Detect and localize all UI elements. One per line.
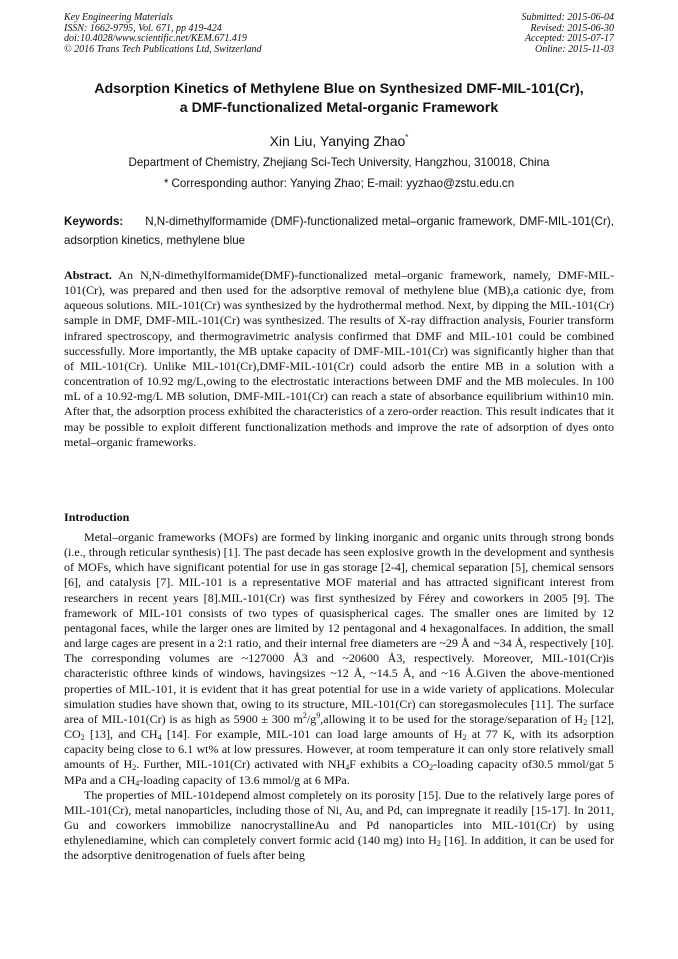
keywords [64,212,614,250]
journal-name: Key Engineering Materials [64,12,173,23]
text-run: ,allowing it to be used for the storage/separation of H [320,711,584,726]
intro-paragraph-2 [64,788,614,864]
text-run: [13], and CH [84,727,158,742]
publication-dates [522,13,615,55]
title-line-2: a DMF-functionalized Metal-organic Framework [179,100,499,116]
introduction-body [64,530,614,863]
intro-paragraph-1 [64,530,614,788]
text-run: /g [306,711,317,726]
corresponding-mark: * [405,133,409,142]
abstract [64,268,614,450]
subscript: 4 [157,733,162,743]
superscript: 9 [316,710,321,720]
keywords-text: N,N-dimethylformamide (DMF)-functionalized metal–organic framework, DMF-MIL-101(Cr), adsorption kinetics, methylene blue [64,215,614,247]
copyright-line: © 2016 Trans Tech Publications Ltd, Switzerland [64,43,262,55]
text-run: The properties of MIL-101depend almost completely on its porosity [15]. Due to the relatively large pores of MIL-101(Cr), metal nanoparticles, including those of Ni, Au, and Pd, can impregnate it readily [15-17]. In 2011, Gu and coworkers immobilize nanocrystallineAu and Pd nanoparticles into MIL-101(Cr) by using ethylenediamine, which can completely convert formic acid (140 mg) into H [64,787,614,848]
text-run: Metal–organic frameworks (MOFs) are formed by linking inorganic and organic units through strong bonds (i.e., through reticular synthesis) [1]. The past decade has seen explosive growth in the development and synthesis of MOFs, which have significant potential for use in gas storage [2-4], chemical separation [5], chemical sensors [6], and catalysis [7]. MIL-101 is a representative MOF material and has attracted significant interest from researchers in recent years [8].MIL-101(Cr) was first synthesized by Férey and coworkers in 2005 [9]. The framework of MIL-101 consists of two types of quasispherical cages. The smaller ones are limited by 12 pentagonal faces, while the larger ones are limited by 12 pentagonal and 4 hexagonalfaces. In addition, the small and large cages are present in a 2:1 ratio, and their internal free diameters are ~29 Å and ~34 Å, respectively [10]. The corresponding volumes are ~127000 Å3 and ~20600 Å3, respectively. Moreover, MIL-101(Cr)is characteristic ofthree kinds of windows, havingsizes ~12 Å, ~14.5 Å, and ~16 Å.Given the above-mentioned properties of MIL-101, it is evident that it has great potential for use in a wide variety of applications. Molecular simulation studies have shown that, owing to its structure, MIL-101(Cr) can storegasmolecules [11]. The surface area of MIL-101(Cr) is as high as 5900 ± 300 m [64,530,614,726]
issn-line: ISSN: 1662-9795, Vol. 671, pp 419-424 [64,22,222,34]
doi-line: doi:10.4028/www.scientific.net/KEM.671.419 [64,33,247,45]
text-run: . Further, MIL-101(Cr) activated with NH [136,757,346,772]
journal-info [64,13,262,55]
submitted-date: Submitted: 2015-06-04 [521,12,614,23]
keywords-label: Keywords: [64,215,124,228]
subscript: 2 [80,733,85,743]
subscript: 4 [345,763,350,773]
online-date: Online: 2015-11-03 [535,43,614,55]
text-run: [14]. For example, MIL-101 can load large amounts of H [161,727,463,742]
section-heading-introduction: Introduction [64,510,130,524]
subscript: 4 [135,778,140,788]
text-run: -loading capacity of 13.6 mmol/g at 6 MPa. [139,772,350,787]
subscript: 2 [436,839,441,849]
superscript: 2 [302,710,307,720]
text-run: [16]. In addition, it can be used for the adsorptive denitrogenation of fuels after being [64,833,614,863]
title-line-1: Adsorption Kinetics of Methylene Blue on Synthesized DMF-MIL-101(Cr), [94,81,584,97]
text-run: F exhibits a CO [349,757,430,772]
corresponding-author: * Corresponding author: Yanying Zhao; E-mail: yyzhao@zstu.edu.cn [163,177,515,190]
subscript: 2 [429,763,434,773]
abstract-label: Abstract. [64,268,112,282]
accepted-date: Accepted: 2015-07-17 [524,33,614,45]
text-run: -loading capacity of30.5 mmol/gat 5 MPa and a CH [64,757,614,787]
author-names: Xin Liu, Yanying Zhao [269,133,406,149]
abstract-text: An N,N-dimethylformamide(DMF)-functionalized metal–organic framework, namely, DMF-MIL-101(Cr), was prepared and then used for the adsorptive removal of methylene blue (MB),a cationic dye, from aqueous solutions. MIL-101(Cr) was synthesized by the hydrothermal method. Next, by dipping the MIL-101(Cr) sample in DMF, DMF-MIL-101(Cr) was synthesized. The results of X-ray diffraction analysis, Fourier transform infrared spectroscopy, and thermogravimetric analysis confirmed that DMF and MIL-101 could be combined successfully. More importantly, the MB uptake capacity of DMF-MIL-101(Cr) was significantly higher than that of MIL-101(Cr). Unlike MIL-101(Cr),DMF-MIL-101(Cr) could adsorb the entire MB in a solution with a concentration of 10.92 mg/L,owing to the electrostatic interactions between DMF and the MB molecules. In 100 mL of a 10.92-mg/L MB solution, DMF-MIL-101(Cr) can reach a state of absorbance equilibrium within10 min. After that, the adsorption process exhibited the characteristics of a zero-order reaction. This result indicates that it may be possible to exploit different functionalization methods and improve the rate of adsorption of dyes onto metal–organic frameworks. [64,268,614,449]
paper-title [40,80,638,118]
subscript: 2 [583,717,588,727]
subscript: 2 [132,763,137,773]
text-run: at 77 K, with its adsorption capacity being close to 6.1 wt% at low pressures. However, at room temperature it can only store relatively small amounts of H [64,727,614,772]
affiliation: Department of Chemistry, Zhejiang Sci-Tech University, Hangzhou, 310018, China [128,156,550,169]
subscript: 2 [462,733,467,743]
revised-date: Revised: 2015-06-30 [530,22,614,34]
text-run: [12], CO [64,711,615,742]
authors [40,133,638,149]
